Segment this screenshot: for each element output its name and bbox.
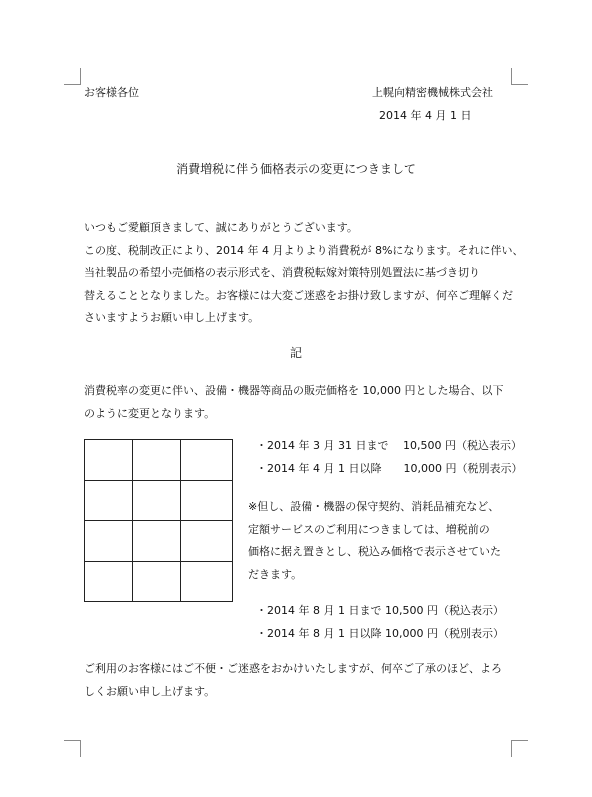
detail-paragraph (84, 380, 503, 425)
price-line: ・2014 年 4 月 1 日以降 10,000 円（税別表示） (256, 461, 523, 475)
detail-line: のように変更となります。 (84, 406, 216, 420)
price-line: ・2014 年 8 月 1 日まで 10,500 円（税込表示） (256, 604, 504, 617)
grid-cell (181, 521, 233, 562)
intro-line: いつもご愛顧頂きまして、誠にありがとうございます。 (84, 221, 358, 234)
company-name: 上幌向精密機械株式会社 (372, 86, 493, 99)
crop-mark-top-right (511, 68, 528, 85)
recipient: お客様各位 (84, 86, 139, 99)
note-paragraph (248, 496, 501, 587)
grid-cell (181, 480, 233, 521)
price-line: ・2014 年 8 月 1 日以降 10,000 円（税別表示） (256, 626, 504, 640)
note-line: ※但し、設備・機器の保守契約、消耗品補充など、 (248, 500, 500, 513)
intro-line: 替えることとなりました。お客様には大変ご迷惑をお掛け致しますが、何卒ご理解くだ (84, 288, 513, 302)
ki-heading: 記 (289, 346, 302, 360)
intro-paragraph (84, 217, 524, 330)
grid-cell (133, 440, 181, 481)
note-line: 価格に据え置きとし、税込み価格で表示させていた (248, 545, 501, 559)
issue-date: 2014 年 4 月 1 日 (379, 109, 472, 122)
grid-cell (133, 561, 181, 602)
intro-line: 当社製品の希望小売価格の表示形式を、消費税転嫁対策特別処置法に基づき切り (84, 266, 480, 279)
grid-cell (85, 521, 133, 562)
note-line: だきます。 (248, 568, 303, 582)
intro-line: この度、税制改正により、2014 年 4 月よりより消費税が 8%になります。それに伴い、 (84, 243, 524, 257)
price-list-2014-spring (256, 435, 522, 480)
grid-cell (85, 561, 133, 602)
closing-line: ご利用のお客様にはご不便・ご迷惑をおかけいたしますが、何卒ご了承のほど、よろ (84, 662, 502, 675)
grid-row (85, 480, 233, 521)
grid-cell (181, 440, 233, 481)
grid-cell (133, 521, 181, 562)
price-list-2014-summer (256, 600, 504, 645)
grid-cell (85, 480, 133, 521)
crop-mark-bottom-right (511, 740, 528, 757)
grid-cell (133, 480, 181, 521)
crop-mark-bottom-left (64, 740, 81, 757)
note-line: 定額サービスのご利用につきましては、増税前の (248, 522, 490, 536)
price-line: ・2014 年 3 月 31 日まで 10,500 円（税込表示） (256, 439, 522, 452)
blank-grid-table (84, 439, 233, 602)
grid-cell (85, 440, 133, 481)
detail-line: 消費税率の変更に伴い、設備・機器等商品の販売価格を 10,000 円とした場合、以下 (84, 384, 504, 397)
document-title: 消費増税に伴う価格表示の変更につきまして (176, 162, 416, 176)
grid-row (85, 440, 233, 481)
crop-mark-top-left (64, 68, 81, 85)
closing-paragraph (84, 658, 502, 703)
grid-row (85, 521, 233, 562)
grid-row (85, 561, 233, 602)
closing-line: しくお願い申し上げます。 (84, 684, 216, 698)
intro-line: さいますようお願い申し上げます。 (84, 311, 260, 324)
grid-cell (181, 561, 233, 602)
